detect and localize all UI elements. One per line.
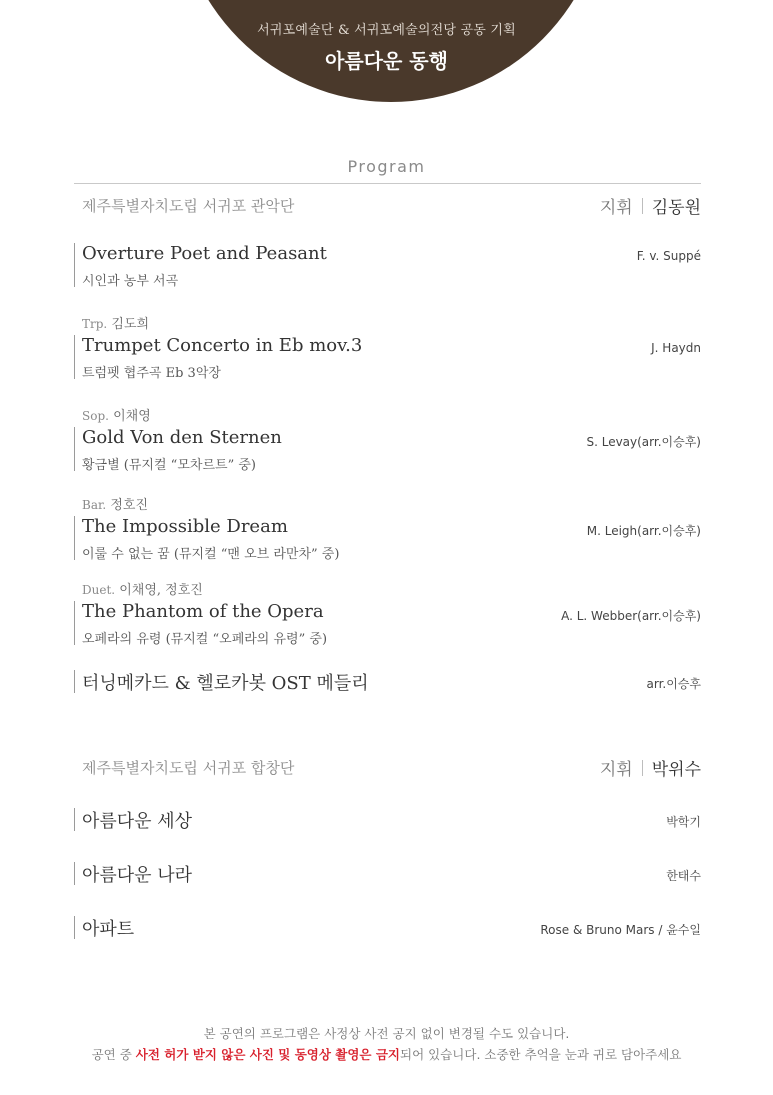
footer-warning: [0, 1045, 773, 1063]
performer: [82, 313, 149, 332]
title-ko: 트럼펫 협주곡 Eb 3악장: [82, 366, 221, 381]
performer: [82, 405, 151, 424]
item-bar: [74, 916, 75, 939]
conductor: [600, 755, 701, 780]
divider: [74, 183, 701, 184]
footer-text: 공연 중: [91, 1047, 136, 1062]
item-bar: [74, 243, 75, 287]
title-ko: 터닝메카드 & 헬로카봇 OST 메들리: [82, 673, 369, 694]
item-bar: [74, 516, 75, 560]
composer: arr.이승후: [646, 677, 701, 691]
composer: 박학기: [666, 815, 701, 829]
title-en: Overture Poet and Peasant: [82, 243, 327, 264]
conductor-role: 지휘: [599, 760, 633, 780]
title-ko: 아름다운 세상: [82, 811, 193, 832]
title-ko: 황금별 (뮤지컬 “모차르트” 중): [82, 458, 256, 473]
performer-role: Duet.: [82, 583, 116, 597]
composer: F. v. Suppé: [636, 249, 701, 263]
program-item: [74, 579, 701, 649]
performer: [82, 494, 148, 513]
program-item: [74, 669, 701, 695]
program-item: [74, 241, 701, 291]
program-label: Program: [347, 157, 426, 176]
separator: [642, 198, 643, 214]
header-subtitle: 서귀포예술단 & 서귀포예술의전당 공동 기획: [257, 23, 516, 38]
composer: 한태수: [666, 869, 701, 883]
program-item: [74, 313, 701, 383]
performer-name: 김도희: [111, 317, 150, 332]
footer-notice: 본 공연의 프로그램은 사정상 사전 공지 없이 변경될 수도 있습니다.: [203, 1026, 570, 1041]
title-ko: 아름다운 나라: [82, 865, 193, 886]
item-bar: [74, 670, 75, 693]
warning-highlight: 사전 허가 받지 않은 사진 및 동영상 촬영은 금지: [135, 1047, 401, 1062]
header-title: 아름다운 동행: [325, 49, 448, 73]
performer-name: 이채영, 정호진: [119, 583, 203, 598]
program-item: [74, 807, 701, 833]
ensemble-name: 제주특별자치도립 서귀포 합창단: [82, 759, 295, 777]
title-ko: 아파트: [82, 919, 135, 940]
section-header-choir: [82, 755, 701, 781]
performer-role: Sop.: [82, 409, 109, 423]
title-en: Trumpet Concerto in Eb mov.3: [82, 335, 363, 356]
performer-name: 이채영: [113, 409, 151, 424]
item-bar: [74, 808, 75, 831]
item-bar: [74, 335, 75, 379]
title-ko: 오페라의 유령 (뮤지컬 “오페라의 유령” 중): [82, 632, 328, 647]
performer-role: Trp.: [82, 317, 108, 331]
conductor-name: 김동원: [651, 198, 701, 218]
separator: [642, 760, 643, 776]
conductor: [600, 193, 701, 218]
title-ko: 이룰 수 없는 꿈 (뮤지컬 “맨 오브 라만차” 중): [82, 547, 340, 562]
program-item: [74, 861, 701, 887]
item-bar: [74, 601, 75, 645]
footer-text: 되어 있습니다. 소중한 추억을 눈과 귀로 담아주세요: [400, 1047, 682, 1062]
composer: M. Leigh(arr.이승후): [586, 524, 701, 538]
title-en: The Phantom of the Opera: [82, 601, 324, 622]
item-bar: [74, 427, 75, 471]
title-en: Gold Von den Sternen: [82, 427, 282, 448]
conductor-role: 지휘: [599, 198, 633, 218]
performer-name: 정호진: [110, 498, 149, 513]
section-header-wind-orchestra: [82, 193, 701, 219]
composer: J. Haydn: [651, 341, 701, 355]
performer-role: Bar.: [82, 498, 107, 512]
program-item: [74, 915, 701, 941]
item-bar: [74, 862, 75, 885]
program-item: [74, 494, 701, 564]
ensemble-name: 제주특별자치도립 서귀포 관악단: [82, 197, 295, 215]
conductor-name: 박위수: [651, 760, 701, 780]
title-en: The Impossible Dream: [82, 516, 288, 537]
composer: A. L. Webber(arr.이승후): [561, 609, 701, 623]
title-ko: 시인과 농부 서곡: [82, 274, 179, 289]
performer: [82, 579, 203, 598]
program-item: [74, 405, 701, 475]
composer: Rose & Bruno Mars / 윤수일: [540, 923, 701, 937]
composer: S. Levay(arr.이승후): [586, 435, 701, 449]
